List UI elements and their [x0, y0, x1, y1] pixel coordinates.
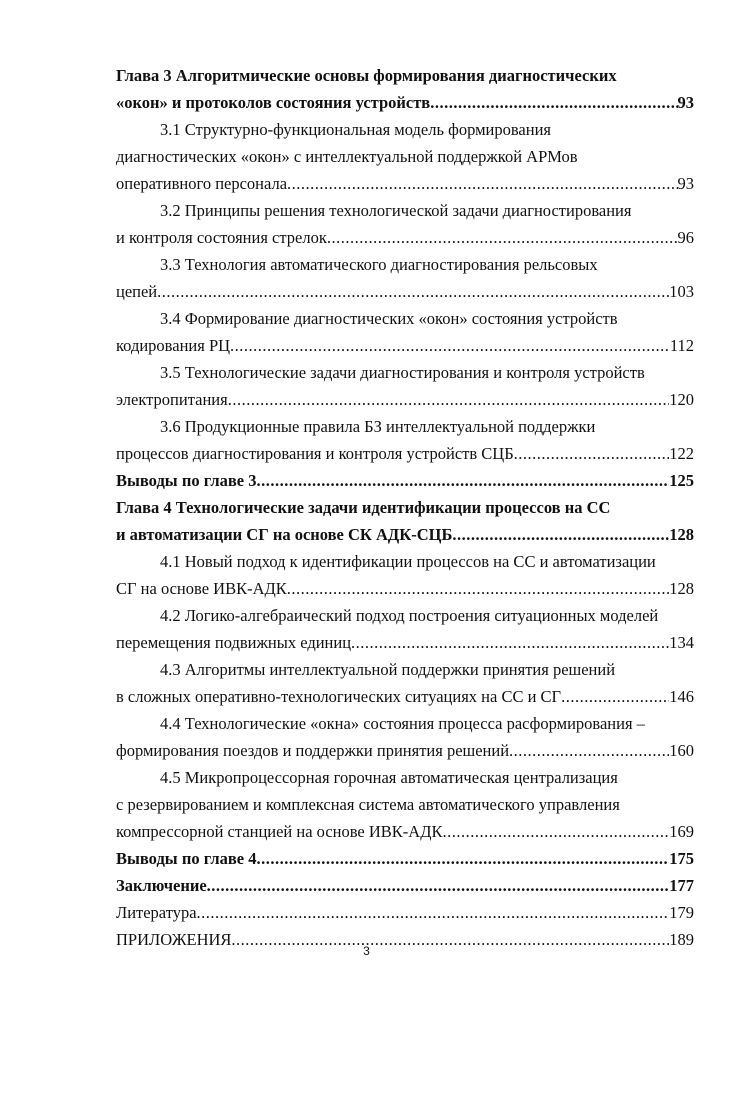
toc-page-number: 160	[669, 741, 694, 760]
toc-section-3-3-line-1	[116, 251, 694, 278]
toc-section-3-1-line-1	[116, 116, 694, 143]
toc-text: диагностических «окон» с интеллектуальной поддержкой АРМов	[116, 147, 578, 166]
toc-text: компрессорной станцией на основе ИВК-АДК	[116, 822, 443, 841]
toc-page-number: 175	[669, 849, 694, 868]
toc-page-number: 103	[669, 282, 694, 301]
toc-chapter-3-title-line-1	[116, 62, 694, 89]
toc-page-number: 128	[669, 579, 694, 598]
toc-page-number: 93	[677, 174, 694, 193]
toc-text: Глава 4 Технологические задачи идентификации процессов на СС	[116, 498, 611, 517]
toc-text: 3.1 Структурно-функциональная модель формирования	[160, 120, 551, 139]
toc-section-4-5-line-1	[116, 764, 694, 791]
toc-page-number: 122	[669, 444, 694, 463]
toc-page-number: 179	[669, 903, 694, 922]
toc-text: оперативного персонала	[116, 174, 288, 193]
toc-section-3-2-entry	[116, 224, 694, 251]
toc-text: 3.6 Продукционные правила БЗ интеллектуальной поддержки	[160, 417, 596, 436]
page-number: 3	[363, 944, 370, 958]
toc-chapter-3-entry	[116, 89, 694, 116]
toc-section-4-1-entry	[116, 575, 694, 602]
toc-text: Литература	[116, 903, 197, 922]
toc-section-3-1-line-2	[116, 143, 694, 170]
toc-section-3-5-entry	[116, 386, 694, 413]
dot-leader	[351, 629, 669, 656]
dot-leader	[430, 89, 677, 116]
toc-conclusion	[116, 872, 694, 899]
dot-leader	[256, 467, 669, 494]
dot-leader	[287, 170, 677, 197]
toc-text: с резервированием и комплексная система автоматического управления	[116, 795, 620, 814]
toc-page-number: 189	[669, 930, 694, 949]
toc-text: ПРИЛОЖЕНИЯ	[116, 930, 232, 949]
toc-text: и автоматизации СГ на основе СК АДК-СЦБ	[116, 525, 453, 544]
toc-section-3-3-entry	[116, 278, 694, 305]
toc-text: перемещения подвижных единиц	[116, 633, 352, 652]
dot-leader	[287, 575, 669, 602]
toc-page-number: 134	[669, 633, 694, 652]
dot-leader	[207, 872, 670, 899]
toc-text: и контроля состояния стрелок	[116, 228, 327, 247]
toc-text: Заключение	[116, 876, 207, 895]
toc-text: 4.2 Логико-алгебраический подход построения ситуационных моделей	[160, 606, 659, 625]
toc-text: в сложных оперативно-технологических ситуациях на СС и СГ	[116, 687, 562, 706]
toc-conclusions-chapter-4	[116, 845, 694, 872]
toc-section-3-6-entry	[116, 440, 694, 467]
toc-chapter-4-title-line-1	[116, 494, 694, 521]
toc-text: 3.2 Принципы решения технологической задачи диагностирования	[160, 201, 632, 220]
toc-text: Глава 3 Алгоритмические основы формирования диагностических	[116, 66, 617, 85]
toc-section-3-6-line-1	[116, 413, 694, 440]
toc-page-number: 128	[669, 525, 694, 544]
toc-text: 4.1 Новый подход к идентификации процессов на СС и автоматизации	[160, 552, 656, 571]
toc-text: СГ на основе ИВК-АДК	[116, 579, 287, 598]
toc-section-3-5-line-1	[116, 359, 694, 386]
toc-page-number: 93	[677, 93, 694, 112]
toc-section-4-1-line-1	[116, 548, 694, 575]
dot-leader	[452, 521, 669, 548]
toc-section-4-3-entry	[116, 683, 694, 710]
toc-text: Выводы по главе 4	[116, 849, 257, 868]
toc-text: кодирования РЦ	[116, 336, 231, 355]
toc-text: 3.3 Технология автоматического диагностирования рельсовых	[160, 255, 598, 274]
toc-text: 4.3 Алгоритмы интеллектуальной поддержки принятия решений	[160, 660, 616, 679]
dot-leader	[442, 818, 669, 845]
dot-leader	[230, 332, 670, 359]
table-of-contents	[116, 62, 694, 953]
toc-conclusions-chapter-3	[116, 467, 694, 494]
dot-leader	[561, 683, 669, 710]
toc-page-number: 177	[669, 876, 694, 895]
dot-leader	[327, 224, 678, 251]
toc-text: формирования поездов и поддержки принятия решений	[116, 741, 510, 760]
dot-leader	[197, 899, 670, 926]
toc-chapter-4-entry	[116, 521, 694, 548]
toc-page-number: 112	[669, 336, 694, 355]
toc-text: «окон» и протоколов состояния устройств	[116, 93, 431, 112]
toc-text: 4.5 Микропроцессорная горочная автоматическая централизация	[160, 768, 618, 787]
toc-text: 3.5 Технологические задачи диагностирования и контроля устройств	[160, 363, 645, 382]
toc-page-number: 169	[669, 822, 694, 841]
toc-text: Выводы по главе 3	[116, 471, 257, 490]
toc-section-3-4-entry	[116, 332, 694, 359]
toc-page-number: 125	[669, 471, 694, 490]
toc-text: процессов диагностирования и контроля устройств СЦБ	[116, 444, 514, 463]
dot-leader	[509, 737, 669, 764]
toc-section-4-5-entry	[116, 818, 694, 845]
toc-section-4-4-entry	[116, 737, 694, 764]
dot-leader	[157, 278, 669, 305]
toc-section-4-2-line-1	[116, 602, 694, 629]
toc-text: 4.4 Технологические «окна» состояния процесса расформирования –	[160, 714, 645, 733]
toc-text: электропитания	[116, 390, 228, 409]
toc-text: 3.4 Формирование диагностических «окон» состояния устройств	[160, 309, 618, 328]
toc-section-3-2-line-1	[116, 197, 694, 224]
toc-page-number: 120	[669, 390, 694, 409]
toc-section-3-4-line-1	[116, 305, 694, 332]
toc-literature	[116, 899, 694, 926]
toc-page-number: 146	[669, 687, 694, 706]
toc-section-4-2-entry	[116, 629, 694, 656]
toc-section-4-5-line-2	[116, 791, 694, 818]
dot-leader	[228, 386, 670, 413]
toc-section-3-1-entry	[116, 170, 694, 197]
toc-page-number: 96	[677, 228, 694, 247]
toc-section-4-3-line-1	[116, 656, 694, 683]
dot-leader	[256, 845, 669, 872]
toc-section-4-4-line-1	[116, 710, 694, 737]
dot-leader	[514, 440, 670, 467]
toc-text: цепей	[116, 282, 158, 301]
